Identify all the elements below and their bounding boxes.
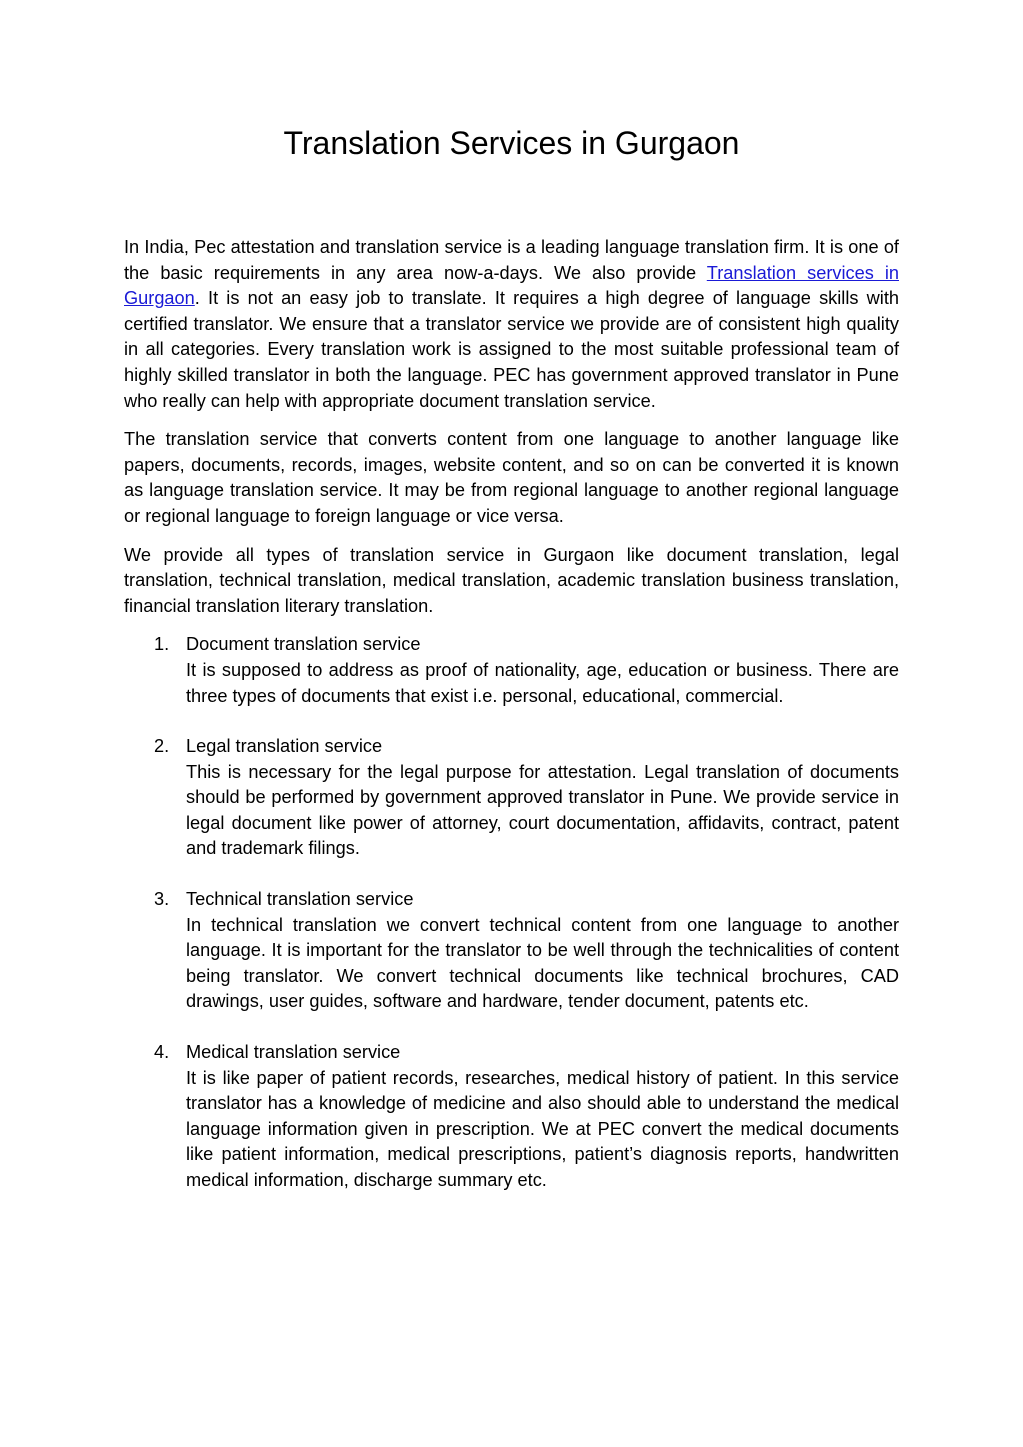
page-title: Translation Services in Gurgaon [283,125,740,161]
translation-services-link[interactable]: Translation services in Gurgaon [124,262,899,309]
list-item-description: This is necessary for the legal purpose for attestation. Legal translation of documents should be performed by government approved translator in Pune. We provide service in legal document like power of attorney, court documentation, affidavits, contract, patent and trademark filings. [186,761,899,859]
services-list [124,632,899,1193]
intro-text-before-link: In India, Pec attestation and translation service is a leading language translation firm. It is one of the basic requirements in any area now-a-days. We also provide [124,237,899,283]
list-item-number: 3. [154,889,170,910]
services-overview-paragraph: We provide all types of translation service in Gurgaon like document translation, legal translation, technical translation, medical translation, academic translation business translation, financial translation literary translation. [124,544,899,616]
list-item-number: 4. [154,1042,170,1063]
document-body [124,235,899,1219]
list-item-heading: Document translation service [186,634,421,655]
list-item [124,734,899,862]
list-item-description: It is like paper of patient records, researches, medical history of patient. In this service translator has a knowledge of medicine and also should able to understand the medical language information given in prescription. We at PEC convert the medical documents like patient information, medical prescriptions, patient’s diagnosis reports, handwritten medical information, discharge summary etc. [186,1067,899,1190]
intro-paragraph [124,235,899,414]
list-item-heading: Legal translation service [186,736,383,757]
list-item [124,1040,899,1194]
list-item-heading: Medical translation service [186,1042,401,1063]
list-item-number: 2. [154,736,170,757]
list-item [124,887,899,1015]
list-item-description: In technical translation we convert technical content from one language to another language. It is important for the translator to be well through the technicalities of content being translator. We convert technical documents like technical brochures, CAD drawings, user guides, software and hardware, tender document, patents etc. [186,914,899,1012]
list-item-description: It is supposed to address as proof of nationality, age, education or business. There are three types of documents that exist i.e. personal, educational, commercial. [186,659,899,706]
list-item [124,632,899,709]
intro-text-after-link: . It is not an easy job to translate. It requires a high degree of language skills with certified translator. We ensure that a translator service we provide are of consistent high quality in all categories. Every translation work is assigned to the most suitable professional team of highly skilled translator in both the language. PEC has government approved translator in Pune who really can help with appropriate document translation service. [124,288,899,411]
list-item-heading: Technical translation service [186,889,414,910]
definition-paragraph: The translation service that converts content from one language to another language like papers, documents, records, images, website content, and so on can be converted it is known as language translation service. It may be from regional language to another regional language or regional language to foreign language or vice versa. [124,429,899,526]
list-item-number: 1. [154,634,170,655]
